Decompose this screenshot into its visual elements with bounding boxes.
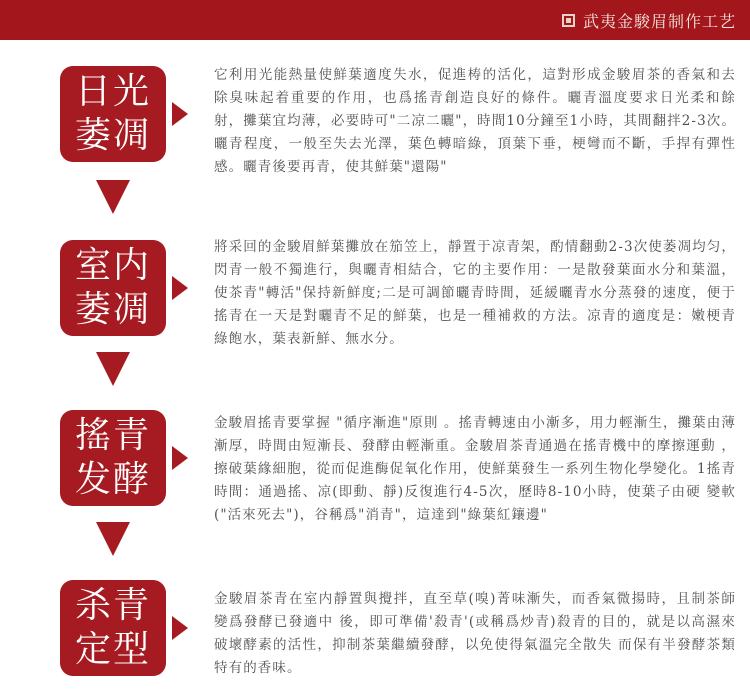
arrow-down-icon [96,180,130,214]
stage-label-line2: 定型 [74,629,151,670]
stage-label-line1: 室内 [74,245,151,286]
step-description: 金駿眉茶青在室内靜置與攪拌，直至草(嗅)菁味漸失，而香氣微揚時，且制茶師變爲發酵已發適中 後，即可準備'殺青'(或稱爲炒青)殺青的目的，就是以高濕來破壞酵素的活性，抑制茶葉繼續發酵，以免使得氣溫完全散失 而保有半發酵茶類特有的香味。 [214,591,736,676]
seal-icon [562,14,575,27]
stage-label-box [60,240,166,336]
triangle-right-icon [172,102,188,126]
triangle-right-icon [172,616,188,640]
stage-sun-withering [60,66,166,162]
stage-label-line2: 萎凋 [74,115,151,156]
step-description: 金駿眉搖青要掌握 "循序漸進"原則 。搖青轉速由小漸多，用力輕漸生，攤葉由薄漸厚，時間由短漸長、發酵由輕漸重。金駿眉茶青通過在搖青機中的摩擦運動 ，擦破葉緣細胞，從而促進酶促氧化作用，使鮮葉發生一系列生物化學變化。1搖青時間：通過搖、凉(即動、靜)反復進行4-5次，歷時8-10小時，使葉子由硬 變軟("活來死去")，谷稱爲"消青"，這達到"綠葉紅鑲邊" [214,415,736,523]
triangle-right-icon [172,276,188,300]
stage-label-line1: 杀青 [74,585,151,626]
stage-shaking-fermentation [60,410,166,506]
step-description: 將采回的金駿眉鮮葉攤放在笳笠上，靜置于凉青架，酌情翻動2-3次使萎凋均匀，閃青一般不獨進行，與曬青相結合，它的主要作用：一是散發葉面水分和葉溫，使茶青"轉活"保持新鮮度;二是可調節曬青時間，延緩曬青水分蒸發的速度，便于搖青在一天是對曬青不足的鮮葉，也是一種補救的方法。凉青的適度是：嫩梗青綠飽水，葉表新鮮、無水分。 [214,239,736,347]
stage-label-line2: 发酵 [74,459,151,500]
page-title: 武夷金駿眉制作工艺 [582,11,736,31]
stage-indoor-withering [60,240,166,336]
stage-label-line1: 搖青 [74,415,151,456]
stage-label-line2: 萎凋 [74,289,151,330]
stage-label-box [60,410,166,506]
stage-label-line1: 日光 [74,71,151,112]
arrow-down-icon [96,352,130,386]
stage-label-box [60,580,166,676]
triangle-right-icon [172,446,188,470]
stage-label-box [60,66,166,162]
arrow-down-icon [96,522,130,556]
page-header [0,0,750,40]
step-description: 它利用光能熱量使鮮葉適度失水，促進梼的活化，這對形成金駿眉茶的香氣和去除臭味起着重要的作用，也爲搖青創造良好的條件。曬青溫度要求日光柔和餘射，攤葉宜均薄，必要時可"二凉二曬"，時間10分鐘至1小時，其間翻拌2-3次。曬青程度，一般至失去光澤，葉色轉暗綠，頂葉下垂，梗彎而不斷，手捍有彈性感。曬青後要再青，使其鮮葉"還陽" [214,67,736,175]
stage-fixing-shaping [60,580,166,676]
